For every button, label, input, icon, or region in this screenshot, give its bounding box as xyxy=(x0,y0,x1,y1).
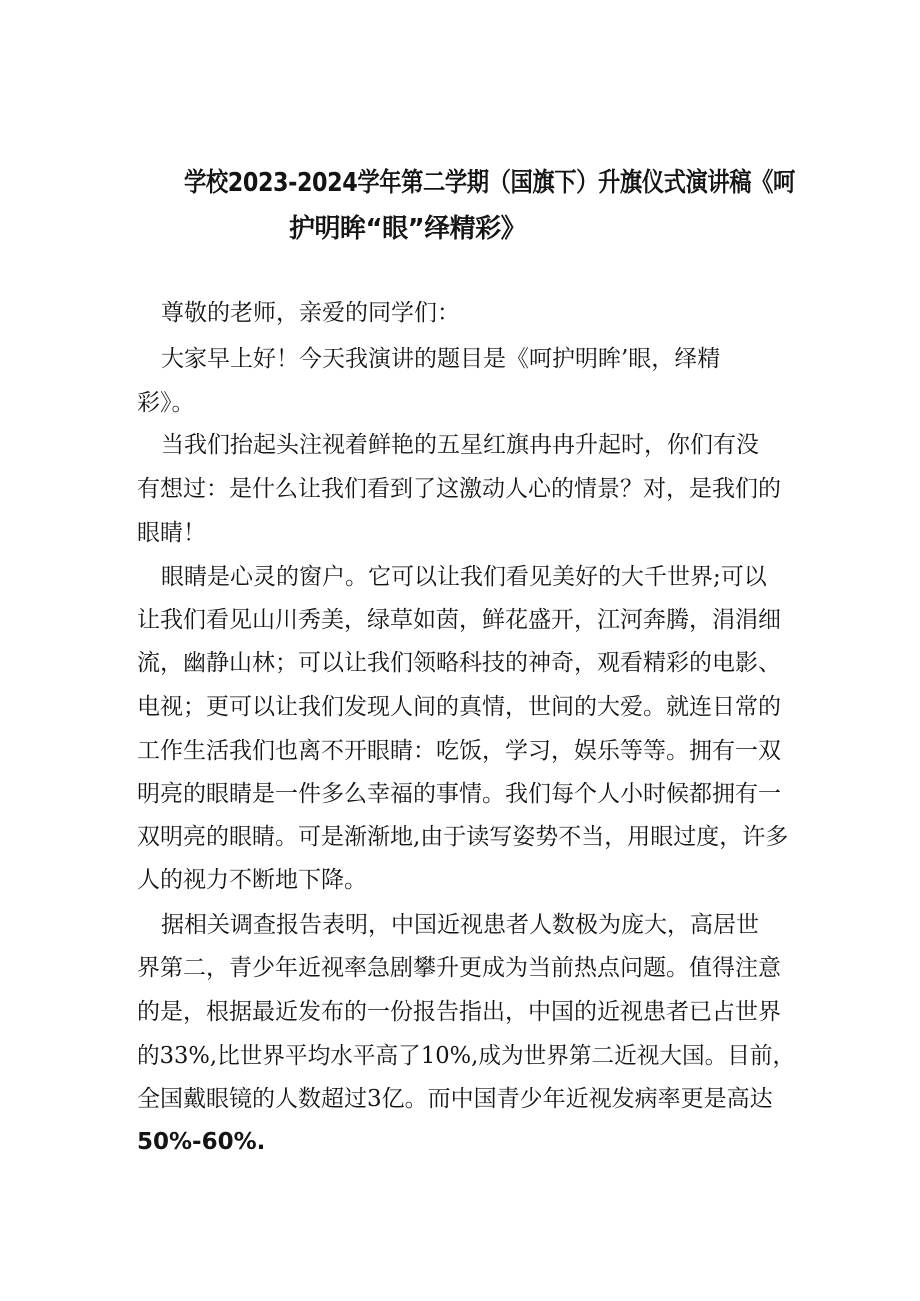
document-title-line-2: 护明眸“眼”绎精彩》 xyxy=(289,214,527,244)
paragraph-line: 双明亮的眼睛。可是渐渐地,由于读写姿势不当，用眼过度，许多 xyxy=(137,824,789,850)
paragraph-line: 有想过：是什么让我们看到了这激动人心的情景？对，是我们的 xyxy=(137,476,781,502)
paragraph-line: 工作生活我们也离不开眼睛：吃饭，学习，娱乐等等。拥有一双 xyxy=(137,738,781,764)
paragraph-line: 流，幽静山林；可以让我们领略科技的神奇，观看精彩的电影、 xyxy=(137,650,781,676)
paragraph-line: 明亮的眼睛是一件多么幸福的事情。我们每个人小时候都拥有一 xyxy=(137,781,781,807)
paragraph-line: 人的视力不断地下降。 xyxy=(137,867,367,893)
paragraph-line: 大家早上好！今天我演讲的题目是《呵护明眸’眼，绎精 xyxy=(161,346,721,372)
paragraph-line: 眼睛！ xyxy=(137,520,206,546)
paragraph-line: 的33%,比世界平均水平高了10%,成为世界第二近视大国。目前， xyxy=(137,1043,796,1069)
paragraph-line: 让我们看见山川秀美，绿草如茵，鲜花盛开，江河奔腾，涓涓细 xyxy=(137,607,781,633)
salutation-line: 尊敬的老师，亲爱的同学们： xyxy=(161,300,460,326)
paragraph-line: 电视；更可以让我们发现人间的真情，世间的大爱。就连日常的 xyxy=(137,694,781,720)
paragraph-line: 界第二，青少年近视率急剧攀升更成为当前热点问题。值得注意 xyxy=(137,955,781,981)
paragraph-line: 据相关调查报告表明，中国近视患者人数极为庞大，高居世 xyxy=(161,912,759,938)
document-title-line-1: 学校2023-2024学年第二学期（国旗下）升旗仪式演讲稿《呵 xyxy=(184,168,795,198)
paragraph-line: 的是，根据最近发布的一份报告指出，中国的近视患者已占世界 xyxy=(137,999,781,1025)
paragraph-line: 50%-60%. xyxy=(137,1129,266,1155)
paragraph-line: 当我们抬起头注视着鲜艳的五星红旗冉冉升起时，你们有没 xyxy=(161,432,759,458)
paragraph-line: 全国戴眼镜的人数超过3亿。而中国青少年近视发病率更是高达 xyxy=(137,1086,773,1112)
paragraph-line: 彩》。 xyxy=(137,390,195,416)
paragraph-line: 眼睛是心灵的窗户。它可以让我们看见美好的大千世界;可以 xyxy=(161,564,767,590)
